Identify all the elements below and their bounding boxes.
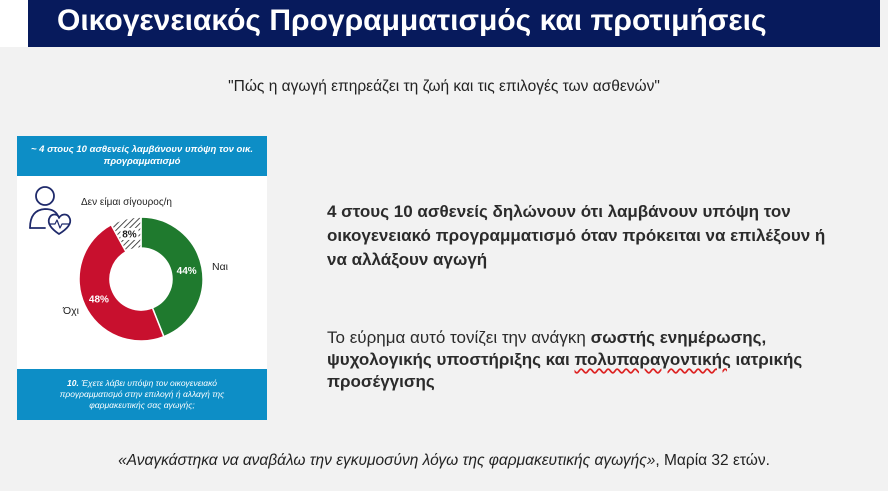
quote-text: «Αναγκάστηκα να αναβάλω την εγκυμοσύνη λόγω της φαρμακευτικής αγωγής» <box>118 452 656 469</box>
person-heart-icon <box>30 187 70 234</box>
page-title: Οικογενειακός Προγραμματισμός και προτιμήσεις <box>57 4 767 37</box>
label-yes: Ναι <box>212 261 228 273</box>
patient-quote <box>0 452 888 470</box>
title-accent <box>0 0 28 47</box>
question-number: 10. <box>67 378 79 388</box>
question-text: Έχετε λάβει υπόψη τον οικογενειακό προγραμματισμό στην επιλογή ή αλλαγή της φαρμακευτικής σας αγωγής; <box>59 378 225 410</box>
key-statement: 4 στους 10 ασθενείς δηλώνουν ότι λαμβάνουν υπόψη τον οικογενειακό προγραμματισμό όταν πρόκειται να επιλέξουν ή να αλλάξουν αγωγή <box>327 202 826 269</box>
finding-emphasis-1: σωστής ενημέρωσης, ψυχολογικής υποστήριξης και <box>327 328 767 369</box>
finding-text <box>327 327 857 393</box>
finding-intro: Το εύρημα αυτό τονίζει την ανάγκη <box>327 328 591 347</box>
quote-attribution: , Μαρία 32 ετών. <box>655 452 770 469</box>
card-header: ~ 4 στους 10 ασθενείς λαμβάνουν υπόψη τον οικ. προγραμματισμό <box>17 136 267 176</box>
donut-chart <box>17 176 267 369</box>
slice-value-label-1: 48% <box>88 294 109 306</box>
page-subtitle: "Πώς η αγωγή επηρεάζει τη ζωή και τις επιλογές των ασθενών" <box>228 78 660 95</box>
title-bar <box>0 0 880 47</box>
survey-card <box>17 136 267 420</box>
finding-emphasis-3: ιατρικής προσέγγισης <box>327 350 803 391</box>
label-no: Όχι <box>63 305 79 317</box>
card-footer <box>17 369 267 420</box>
slice-value-label-0: 44% <box>176 265 197 277</box>
label-unsure: Δεν είμαι σίγουρος/η <box>81 197 172 208</box>
donut-slices <box>79 217 203 341</box>
slice-value-label-2: 8% <box>122 229 137 241</box>
survey-question <box>47 378 237 411</box>
finding-emphasis-2: πολυπαραγοντικής <box>574 350 731 369</box>
